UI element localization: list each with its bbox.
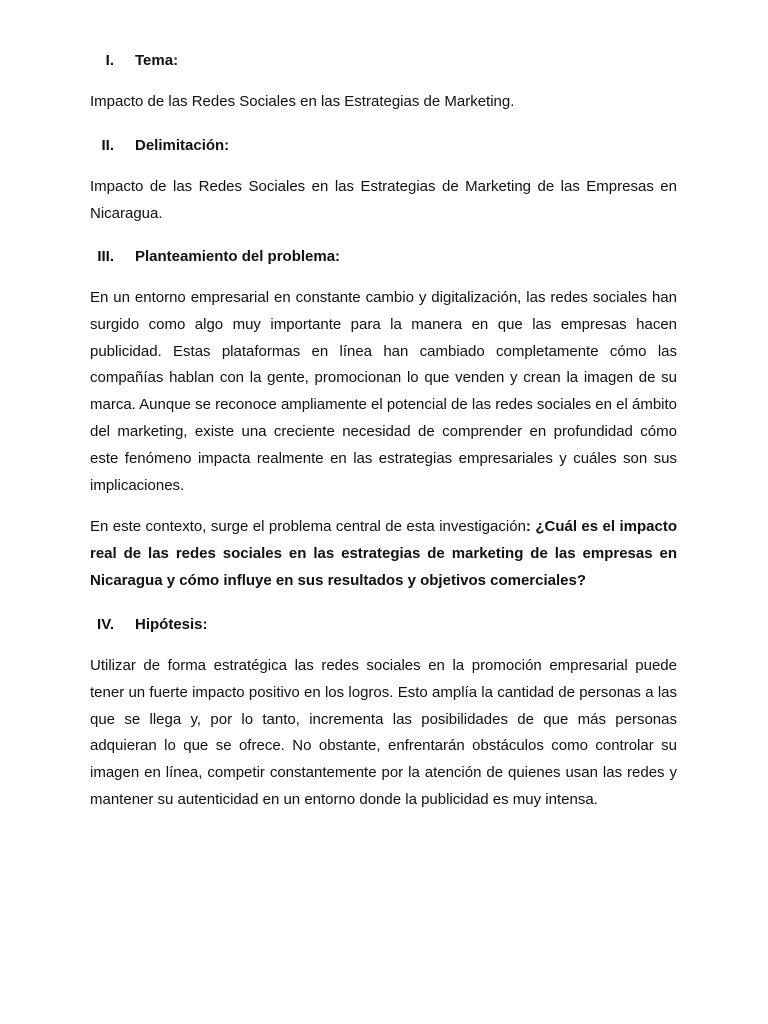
section-title: Delimitación: — [135, 137, 230, 154]
paragraph-delimitacion: Impacto de las Redes Sociales en las Estrategias de Marketing de las Empresas en Nicaragua. — [90, 178, 677, 222]
paragraph-tema: Impacto de las Redes Sociales en las Estrategias de Marketing. — [90, 93, 515, 110]
section-numeral: IV. — [97, 616, 114, 633]
paragraph-problema-central — [90, 514, 677, 594]
research-question: : ¿Cuál es el impacto real de las redes sociales en las estrategias de marketing de las empresas en Nicaragua y cómo influye en sus resultados y objetivos comerciales? — [90, 518, 677, 589]
section-title: Tema: — [135, 52, 179, 69]
problem-intro-text: En este contexto, surge el problema central de esta investigación — [90, 518, 526, 535]
section-numeral: II. — [101, 137, 114, 154]
paragraph-hipotesis: Utilizar de forma estratégica las redes sociales en la promoción empresarial puede tener un fuerte impacto positivo en los logros. Esto amplía la cantidad de personas a las que se llega y, por lo tanto, incrementa las posibilidades de que más personas adquieran lo que se ofrece. No obstante, enfrentarán obstáculos como controlar su imagen en línea, competir constantemente por la atención de quienes usan las redes y mantener su autenticidad en un entorno donde la publicidad es muy intensa. — [90, 657, 677, 808]
section-title: Hipótesis: — [135, 616, 208, 633]
section-numeral: III. — [97, 248, 114, 265]
section-title: Planteamiento del problema: — [135, 248, 341, 265]
paragraph-planteamiento: En un entorno empresarial en constante cambio y digitalización, las redes sociales han surgido como algo muy importante para la manera en que las empresas hacen publicidad. Estas plataformas en línea han cambiado completamente cómo las compañías hablan con la gente, promocionan lo que venden y crean la imagen de su marca. Aunque se reconoce ampliamente el potencial de las redes sociales en el ámbito del marketing, existe una creciente necesidad de comprender en profundidad cómo este fenómeno impacta realmente en las estrategias empresariales y cuáles son sus implicaciones. — [90, 289, 678, 494]
section-numeral: I. — [105, 52, 114, 69]
